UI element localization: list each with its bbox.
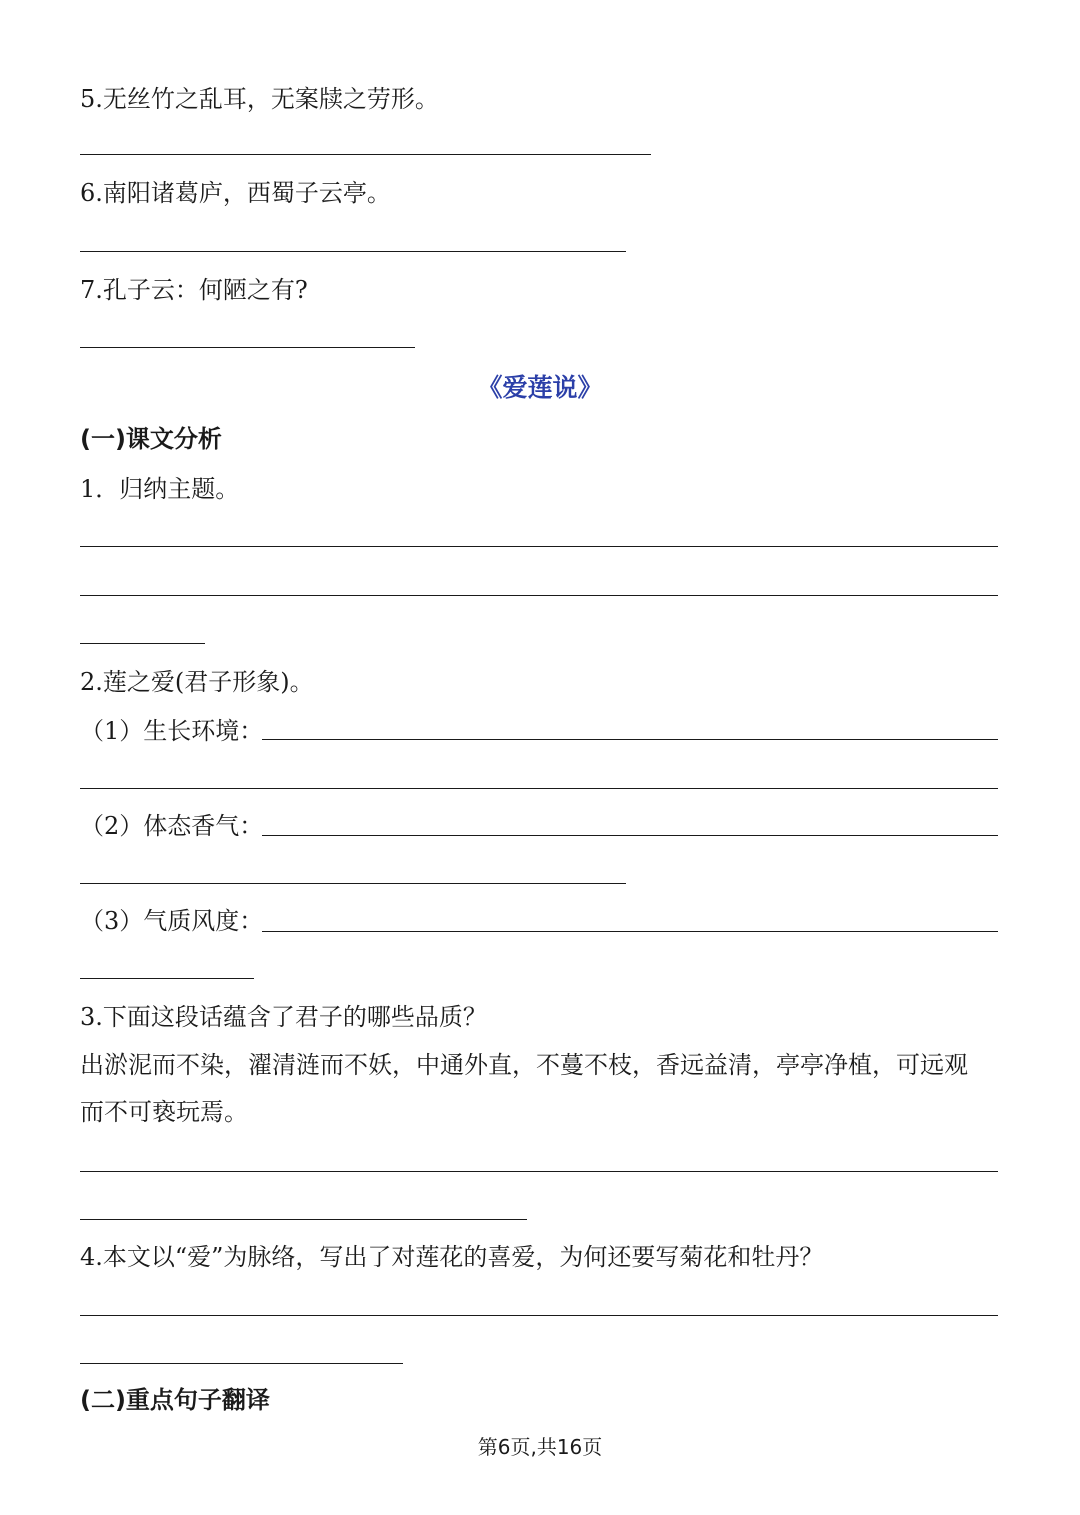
page-footer: 第6页,共16页	[477, 1435, 603, 1459]
section-heading: (一)课文分析	[80, 425, 222, 453]
question-4: 4.本文以“爱”为脉络，写出了对莲花的喜爱，为何还要写菊花和牡丹？	[80, 1243, 824, 1271]
question-1: 1．归纳主题。	[80, 475, 240, 503]
quote-line-2: 而不可亵玩焉。	[80, 1098, 248, 1126]
answer-line	[80, 1315, 998, 1316]
answer-line	[80, 978, 254, 979]
question-7: 7.孔子云：何陋之有?	[80, 276, 308, 304]
answer-line	[80, 643, 205, 644]
question-2-sub2: （2）体态香气：	[80, 812, 264, 840]
answer-line	[262, 739, 998, 740]
answer-line	[262, 835, 998, 836]
answer-line	[80, 788, 998, 789]
question-6: 6.南阳诸葛庐，西蜀子云亭。	[80, 179, 391, 207]
question-3: 3.下面这段话蕴含了君子的哪些品质？	[80, 1003, 487, 1031]
answer-line	[80, 1363, 403, 1364]
question-2: 2.莲之爱(君子形象)。	[80, 668, 314, 696]
lesson-title: 《爱莲说》	[477, 373, 603, 402]
question-5: 5.无丝竹之乱耳，无案牍之劳形。	[80, 85, 439, 113]
answer-line	[80, 546, 998, 547]
answer-line	[80, 1219, 527, 1220]
answer-line	[80, 1171, 998, 1172]
answer-line	[80, 154, 651, 155]
answer-line	[262, 931, 998, 932]
answer-line	[80, 347, 415, 348]
question-2-sub3: （3）气质风度：	[80, 907, 264, 935]
answer-line	[80, 595, 998, 596]
section-heading: (二)重点句子翻译	[80, 1386, 270, 1414]
quote-line-1: 出淤泥而不染，濯清涟而不妖，中通外直，不蔓不枝，香远益清，亭亭净植，可远观	[80, 1051, 968, 1079]
answer-line	[80, 883, 626, 884]
answer-line	[80, 251, 626, 252]
question-2-sub1: （1）生长环境：	[80, 717, 264, 745]
